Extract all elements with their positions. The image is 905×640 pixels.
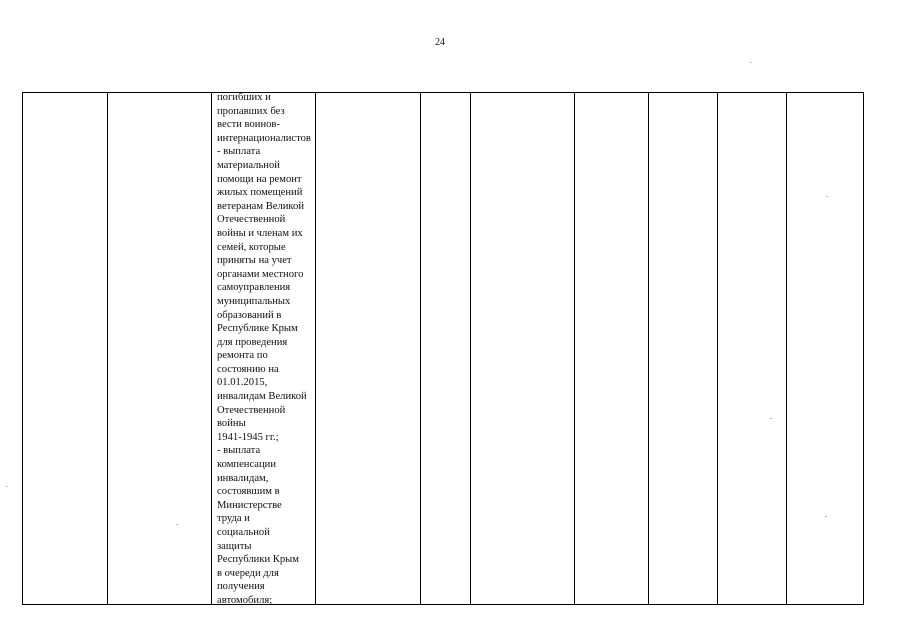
table-column-7 xyxy=(575,93,649,604)
table-column-3 xyxy=(212,93,316,604)
table-column-1 xyxy=(23,93,108,604)
table-column-2 xyxy=(108,93,212,604)
table-column-4 xyxy=(316,93,421,604)
table-column-5 xyxy=(421,93,471,604)
table-column-9 xyxy=(718,93,787,604)
scan-speck xyxy=(176,524,178,525)
scan-speck xyxy=(6,486,8,487)
table-column-10 xyxy=(787,93,863,604)
measure-description-cell: погибших и пропавших без вести воинов- интернационалистов - выплата материальной помощи на ремонт жилых помещений ветеранам Великой Отечественной войны и членам их семей, которые приняты на учет органами местного самоуправления муниципальных образований в Республике Крым для проведения ремонта по состоянию на 01.01.2015, инвалидам Великой Отечественной войны 1941-1945 гг.; - выплата компенсации инвалидам, состоявшим в Министерстве труда и социальной защиты Республики Крым в очереди для получения автомобиля; xyxy=(217,92,311,606)
scan-speck xyxy=(750,62,752,63)
data-table xyxy=(22,92,864,605)
page-number: 24 xyxy=(435,37,445,48)
table-column-6 xyxy=(471,93,575,604)
scan-speck xyxy=(826,196,828,197)
scan-speck xyxy=(770,418,772,419)
scan-speck xyxy=(825,516,827,517)
table-column-8 xyxy=(649,93,718,604)
